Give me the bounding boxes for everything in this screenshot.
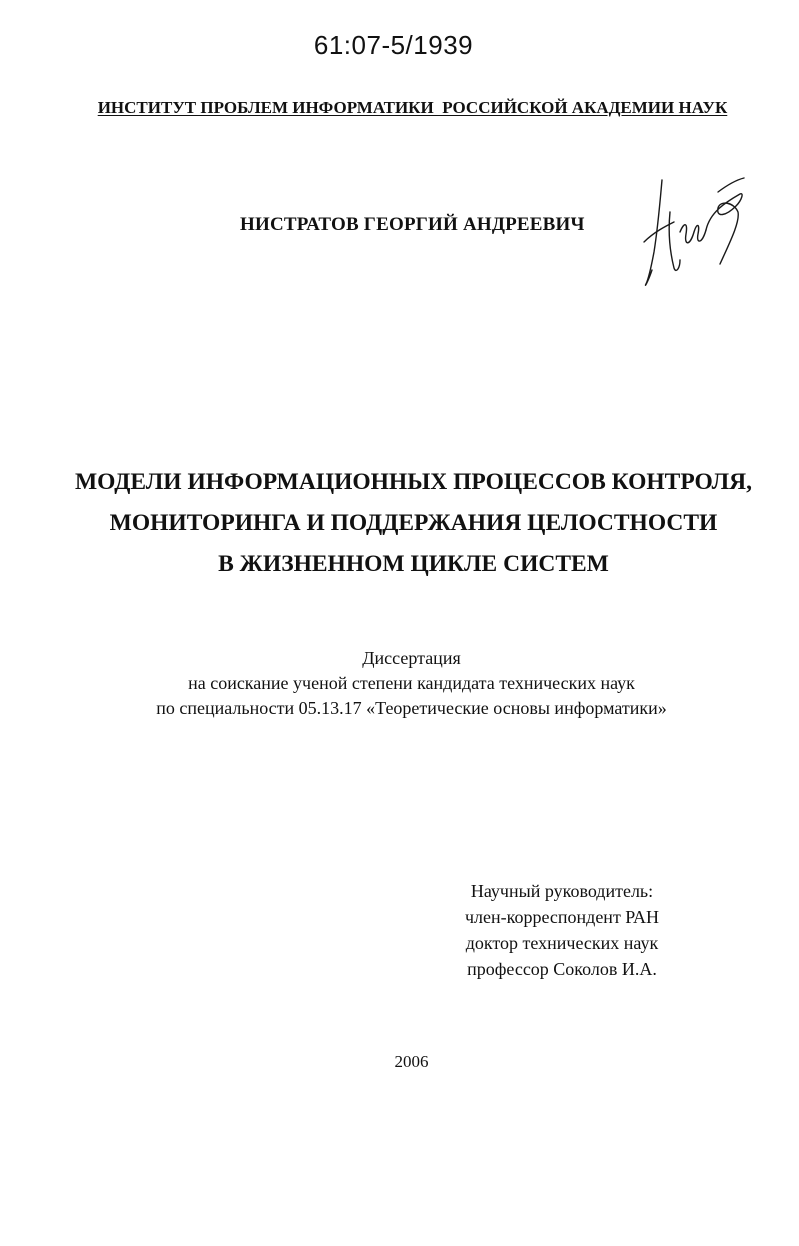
title-line-1: МОДЕЛИ ИНФОРМАЦИОННЫХ ПРОЦЕССОВ КОНТРОЛЯ,: [74, 469, 753, 495]
dissertation-title: [14, 462, 799, 585]
supervisor-label: Научный руководитель:: [470, 881, 654, 901]
supervisor-title-2: доктор технических наук: [465, 933, 659, 953]
supervisor-name: профессор Соколов И.А.: [467, 959, 657, 979]
catalog-code: [0, 30, 799, 61]
author-name: НИСТРАТОВ ГЕОРГИЙ АНДРЕЕВИЧ: [240, 214, 585, 235]
supervisor-block: [452, 878, 672, 982]
year: 2006: [394, 1052, 429, 1071]
institute-name: ИНСТИТУТ ПРОБЛЕМ ИНФОРМАТИКИ РОССИЙСКОЙ АКАДЕМИИ НАУК: [97, 98, 728, 117]
supervisor-title-1: член-корреспондент РАН: [464, 907, 660, 927]
title-line-3: В ЖИЗНЕННОМ ЦИКЛЕ СИСТЕМ: [218, 551, 609, 577]
catalog-code-text: 61:07-5/1939: [313, 30, 474, 60]
dissertation-heading: Диссертация: [362, 648, 461, 668]
signature-image: [640, 172, 750, 292]
degree-line: на соискание ученой степени кандидата технических наук: [188, 673, 635, 693]
specialty-line: по специальности 05.13.17 «Теоретические основы информатики»: [156, 698, 667, 718]
title-line-2: МОНИТОРИНГА И ПОДДЕРЖАНИЯ ЦЕЛОСТНОСТИ: [109, 510, 718, 536]
dissertation-info: [12, 646, 799, 721]
